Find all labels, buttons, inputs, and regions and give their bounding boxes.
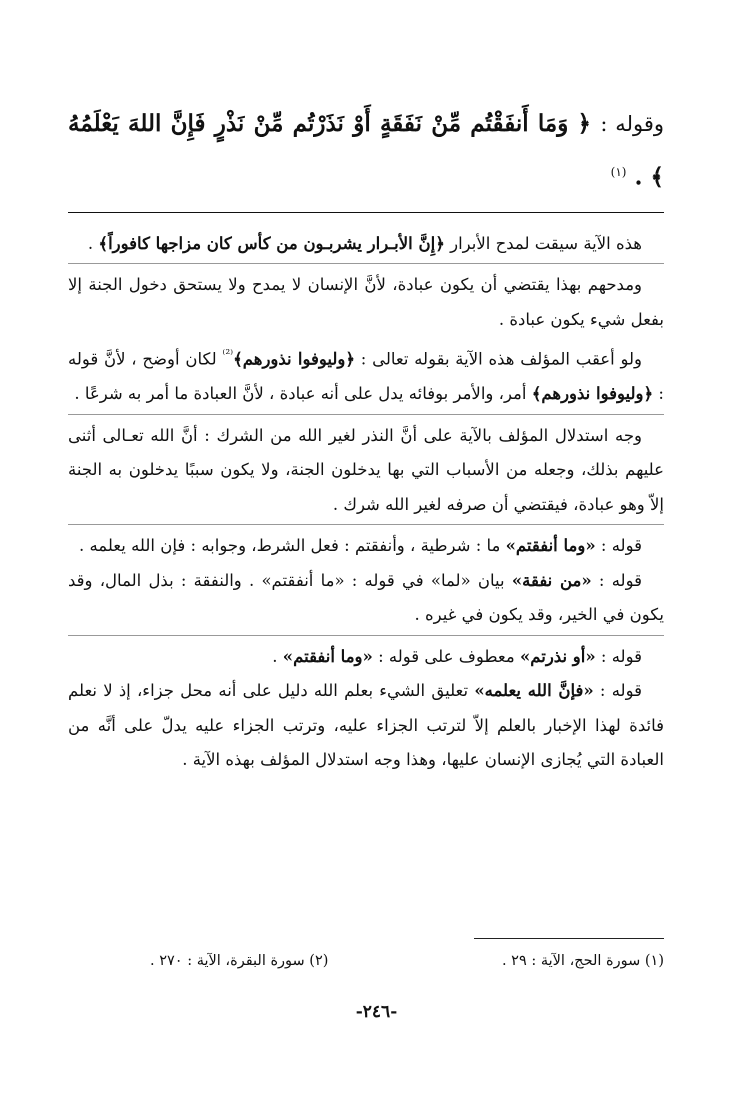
- paragraph: [68, 529, 664, 564]
- paragraph-text: قوله :: [593, 681, 642, 701]
- quoted-phrase: «وما أنفقتم»: [282, 646, 373, 666]
- paragraph-text: ومدحهم بهذا يقتضي أن يكون عبادة، لأنَّ الإنسان لا يمدح ولا يستحق دخول الجنة إلا بفعل شيء يكون عبادة .: [68, 275, 664, 329]
- paragraph: [68, 564, 664, 633]
- paragraph-text: بيان «لما» في قوله : «ما أنفقتم» . والنفقة : بذل المال، وقد يكون في الخير، وقد يكون في غيره .: [68, 570, 664, 625]
- paragraph: [68, 640, 664, 675]
- quoted-phrase: «فإنَّ الله يعلمه»: [474, 681, 594, 701]
- paragraph-text: هذه الآية سيقت لمدح الأبرار: [444, 233, 642, 253]
- paragraph-divider: [68, 414, 664, 415]
- paragraph-text: تعليق الشيء بعلم الله دليل على أنه محل جزاء، إذ لا نعلم فائدة لهذا الإخبار بالعلم إلاّ لترتب الجزاء عليه، وترتب الجزاء عليه يدلّ على أنَّه من العبادة التي يُجازى الإنسان عليها، وهذا وجه استدلال المؤلف بهذه الآية .: [68, 681, 664, 770]
- quoted-phrase: ﴿إِنَّ الأبـرار يشربـون من كأس كان مزاجها كافوراً﴾: [98, 233, 445, 253]
- paragraph-divider: [68, 263, 664, 264]
- paragraph-text: وجه استدلال المؤلف بالآية على أنَّ النذر لغير الله من الشرك : أنَّ الله تعـالى أثنى عليهم بذلك، وجعله من الأسباب التي بها يدخلون الجنة، ولا يكون سببًا يدخلون به الجنة إلاّ وهو عبادة، فيقتضي أن صرفه لغير الله شرك .: [68, 425, 664, 514]
- page-body: [68, 100, 664, 778]
- paragraph-text: .: [272, 646, 283, 666]
- footnote-marker: ⁽²⁾: [222, 347, 234, 362]
- quoted-phrase: «وما أنفقتم»: [505, 536, 596, 556]
- paragraph-text: ولو أعقب المؤلف هذه الآية بقوله تعالى :: [355, 349, 642, 369]
- verse-footnote-marker: (١): [610, 165, 627, 179]
- header-rule: [68, 212, 664, 213]
- footnote-2: (٢) سورة البقرة، الآية : ٢٧٠ .: [150, 953, 329, 969]
- footnote-1: (١) سورة الحج، الآية : ٢٩ .: [501, 953, 664, 969]
- paragraph-text: لكان أوضح ، لأنَّ قوله :: [68, 349, 664, 404]
- paragraph-text: قوله :: [595, 536, 642, 556]
- paragraph-text: قوله :: [591, 570, 642, 590]
- page-number: -٢٤٦-: [355, 1002, 398, 1022]
- paragraph: [68, 674, 664, 778]
- verse-block: [68, 100, 664, 202]
- paragraph: [68, 227, 664, 262]
- quoted-phrase: ﴿وليوفوا نذورهم﴾: [531, 384, 654, 404]
- quoted-phrase: «من نفقة»: [511, 570, 592, 590]
- footnotes: [150, 938, 664, 975]
- paragraph-divider: [68, 635, 664, 636]
- footnote-rule: [474, 938, 664, 939]
- paragraph-text: ما : شرطية ، وأنفقتم : فعل الشرط، وجوابه : فإن الله يعلمه .: [78, 536, 506, 556]
- footnote-row: [150, 947, 664, 975]
- quoted-phrase: «أو نذرتم»: [519, 646, 596, 666]
- commentary: [68, 227, 664, 778]
- quoted-phrase: ﴿وليوفوا نذورهم﴾: [233, 349, 356, 369]
- paragraph: [68, 419, 664, 523]
- verse-lead: وقوله :: [600, 112, 664, 136]
- paragraph: [68, 268, 664, 337]
- paragraph: [68, 337, 664, 412]
- paragraph-text: معطوف على قوله :: [372, 646, 520, 666]
- paragraph-text: أمر، والأمر بوفائه يدل على أنه عبادة ، لأنَّ العبادة ما أمر به شرعًا .: [74, 384, 532, 404]
- verse-text: ﴿ وَمَا أَنفَقْتُم مِّنْ نَفَقَةٍ أَوْ نَذَرْتُم مِّنْ نَذْرٍ فَإِنَّ اللهَ يَعْلَمُهُ ﴾ .: [68, 110, 664, 191]
- paragraph-text: قوله :: [595, 646, 642, 666]
- paragraph-text: .: [87, 233, 99, 253]
- paragraph-divider: [68, 524, 664, 525]
